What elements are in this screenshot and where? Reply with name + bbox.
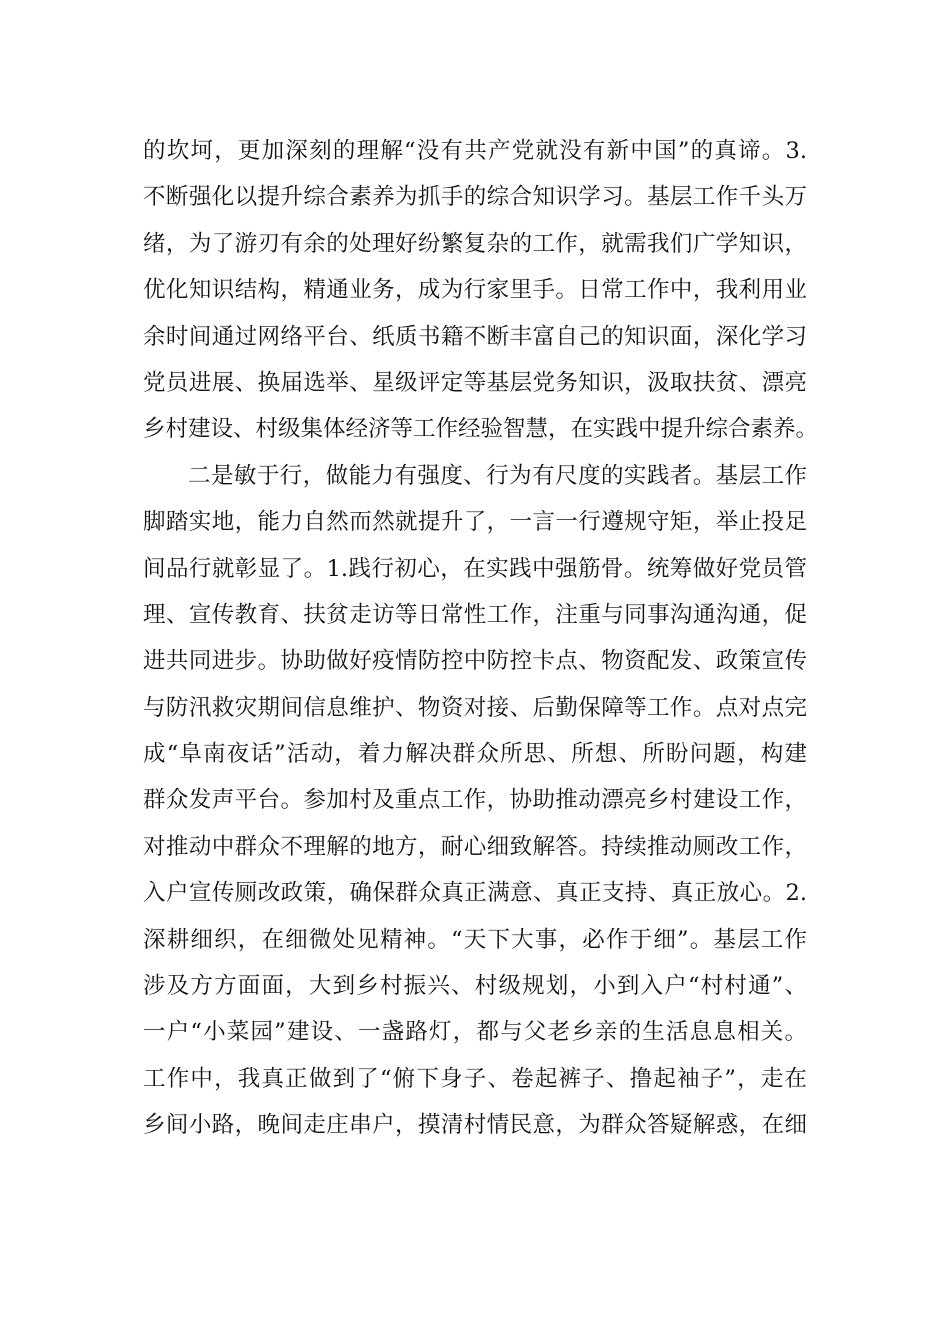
paragraph-2 — [143, 453, 807, 1149]
text-line: 理、宣传教育、扶贫走访等日常性工作，注重与同事沟通沟通，促 — [143, 601, 807, 628]
text-line: 进共同进步。协助做好疫情防控中防控卡点、物资配发、政策宣传 — [143, 648, 807, 675]
text-line: 工作中，我真正做到了“俯下身子、卷起裤子、撸起袖子”，走在 — [143, 1065, 807, 1092]
text-line: 的坎坷，更加深刻的理解“没有共产党就没有新中国”的真谛。3. — [143, 138, 807, 164]
text-line: 深耕细织，在细微处见精神。“天下大事，必作于细”。基层工作 — [143, 926, 807, 953]
body-text — [143, 128, 819, 1149]
text-line: 党员进展、换届选举、星级评定等基层党务知识，汲取扶贫、漂亮 — [143, 369, 807, 396]
text-line: 入户宣传厕改政策，确保群众真正满意、真正支持、真正放心。2. — [143, 880, 807, 907]
paragraph-1 — [143, 128, 819, 453]
text-line: 不断强化以提升综合素养为抓手的综合知识学习。基层工作千头万 — [143, 184, 807, 211]
text-line: 脚踏实地，能力自然而然就提升了，一言一行遵规守矩，举止投足 — [143, 509, 807, 536]
text-line: 与防汛救灾期间信息维护、物资对接、后勤保障等工作。点对点完 — [143, 694, 807, 721]
text-line: 乡间小路，晚间走庄串户，摸清村情民意，为群众答疑解惑，在细 — [143, 1112, 807, 1139]
text-line: 余时间通过网络平台、纸质书籍不断丰富自己的知识面，深化学习 — [143, 323, 807, 350]
text-line: 绪，为了游刃有余的处理好纷繁复杂的工作，就需我们广学知识， — [143, 230, 807, 257]
text-line: 对推动中群众不理解的地方，耐心细致解答。持续推动厕改工作， — [143, 833, 807, 860]
text-line: 群众发声平台。参加村及重点工作，协助推动漂亮乡村建设工作， — [143, 787, 807, 814]
text-line: 涉及方方面面，大到乡村振兴、村级规划，小到入户“村村通”、 — [143, 973, 807, 1000]
text-line: 乡村建设、村级集体经济等工作经验智慧，在实践中提升综合素养。 — [143, 416, 819, 443]
text-line: 一户“小菜园”建设、一盏路灯，都与父老乡亲的生活息息相关。 — [143, 1019, 807, 1046]
text-line: 二是敏于行，做能力有强度、行为有尺度的实践者。基层工作 — [188, 462, 807, 489]
text-line: 间品行就彰显了。1.践行初心，在实践中强筋骨。统筹做好党员管 — [143, 555, 807, 582]
text-line: 优化知识结构，精通业务，成为行家里手。日常工作中，我利用业 — [143, 277, 807, 304]
text-line: 成“阜南夜话”活动，着力解决群众所思、所想、所盼问题，构建 — [143, 741, 807, 768]
